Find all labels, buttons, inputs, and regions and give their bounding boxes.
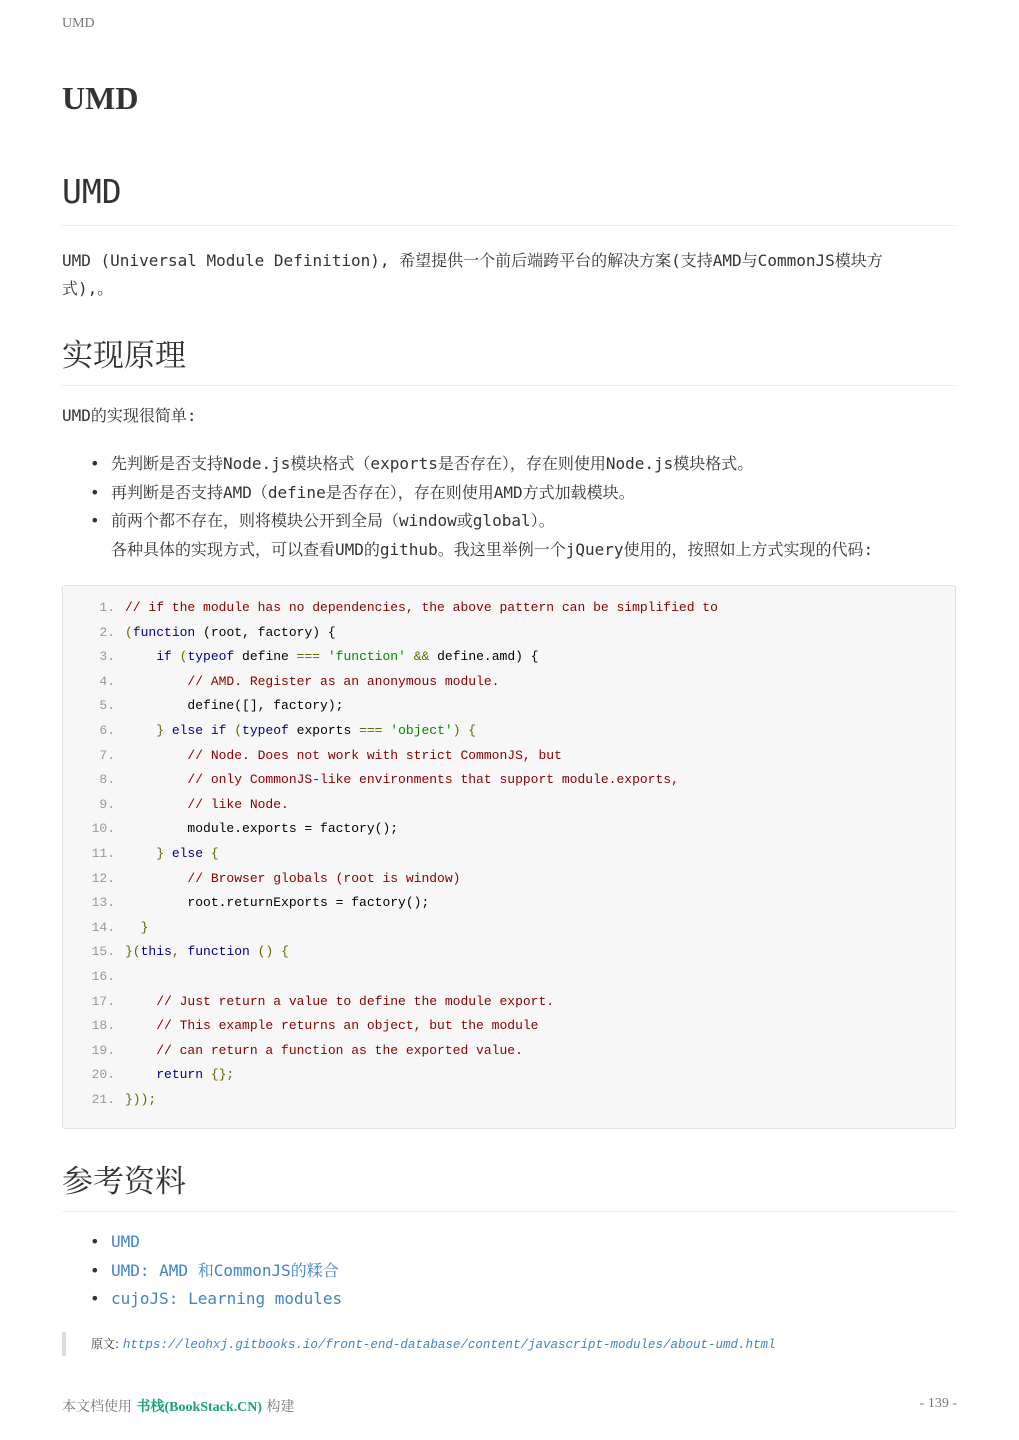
code-punct: {}; <box>203 1067 235 1083</box>
line-number: 6. <box>99 723 115 738</box>
implementation-lead: UMD的实现很简单: <box>62 406 197 425</box>
code-keyword: return <box>156 1067 204 1083</box>
section-heading-implementation: 实现原理 <box>62 330 956 386</box>
line-number: 12. <box>91 870 115 886</box>
code-line <box>63 672 499 692</box>
code-block <box>62 585 956 1129</box>
list-item <box>62 479 956 508</box>
code-line <box>63 598 718 618</box>
code-line <box>63 770 679 790</box>
code-keyword: if <box>203 723 227 738</box>
reference-list <box>62 1228 342 1314</box>
running-header: UMD <box>62 16 95 31</box>
code-line <box>63 746 562 766</box>
code-keyword: typeof <box>242 723 289 738</box>
implementation-list <box>62 450 956 564</box>
code-line <box>63 1016 538 1036</box>
code-line <box>63 942 289 962</box>
code-line <box>63 992 554 1012</box>
code-line <box>63 795 289 815</box>
line-number: 19. <box>91 1042 115 1058</box>
code-string: 'object' <box>382 723 453 738</box>
code-text: (root, factory) { <box>195 624 336 640</box>
list-continuation-text: 各种具体的实现方式，可以查看UMD的github。我这里举例一个jQuery使用的，按照如上方式实现的代码: <box>111 539 874 559</box>
line-number: 17. <box>91 993 115 1009</box>
list-item <box>62 1228 342 1257</box>
code-comment: // AMD. Register as an anonymous module. <box>125 673 500 689</box>
code-line <box>63 967 125 987</box>
footer-credit <box>62 1396 295 1416</box>
list-item-text: 前两个都不存在，则将模块公开到全局（window或global）。 <box>111 511 555 530</box>
section-heading-references: 参考资料 <box>62 1156 956 1212</box>
code-comment: // Node. Does not work with strict CommonJS, but <box>125 747 562 763</box>
code-indent <box>125 649 156 664</box>
reference-link-umd[interactable]: UMD <box>111 1232 140 1251</box>
line-number: 14. <box>91 919 115 935</box>
code-text: define.amd) { <box>429 649 539 665</box>
line-number: 10. <box>91 821 115 837</box>
intro-line-2: 式),。 <box>62 279 114 298</box>
code-text: exports <box>288 723 360 738</box>
code-line <box>63 1090 156 1110</box>
source-label: 原文: <box>91 1337 120 1351</box>
code-punct: } <box>125 846 172 861</box>
code-text: define([], factory); <box>125 698 344 714</box>
code-keyword: typeof <box>187 649 235 665</box>
code-comment: // Browser globals (root is window) <box>125 870 461 886</box>
line-number: 2. <box>99 624 115 640</box>
code-line <box>63 647 539 667</box>
list-item <box>62 1285 342 1314</box>
code-indent <box>125 1067 156 1082</box>
footer-prefix: 本文档使用 <box>62 1399 132 1415</box>
line-number: 13. <box>91 895 115 911</box>
code-punct: ( <box>171 649 188 665</box>
line-number: 9. <box>99 796 115 812</box>
list-item <box>62 507 956 564</box>
code-line <box>63 623 336 643</box>
code-text: module.exports = factory(); <box>125 821 399 837</box>
line-number: 7. <box>99 747 115 763</box>
code-keyword: else <box>171 846 204 861</box>
code-line <box>63 696 343 716</box>
code-text: define <box>234 649 297 665</box>
code-punct: }( <box>125 944 141 960</box>
document-title: UMD <box>62 80 139 116</box>
code-comment: // can return a function as the exported value. <box>125 1042 523 1058</box>
code-punct: })); <box>125 1092 157 1107</box>
list-item-text: 先判断是否支持Node.js模块格式（exports是否存在），存在则使用Node.js模块格式。 <box>111 454 754 473</box>
code-line <box>63 918 148 938</box>
line-number: 15. <box>91 944 115 960</box>
line-number: 8. <box>99 772 115 788</box>
source-url-link[interactable]: https://leohxj.gitbooks.io/front-end-database/content/javascript-modules/about-umd.html <box>122 1338 776 1352</box>
code-line <box>63 893 429 913</box>
section-heading-umd: UMD <box>62 172 956 226</box>
code-punct: ) { <box>452 723 477 738</box>
code-line <box>63 844 219 864</box>
list-item-text: 再判断是否支持AMD（define是否存在），存在则使用AMD方式加载模块。 <box>111 482 635 502</box>
line-number: 4. <box>99 673 115 689</box>
code-string: 'function' <box>320 649 406 665</box>
code-punct: { <box>203 846 219 861</box>
code-line <box>63 1065 234 1085</box>
page-number: - 139 - <box>919 1396 957 1411</box>
line-number: 11. <box>91 846 115 861</box>
code-comment: // like Node. <box>125 796 289 812</box>
code-punct: === <box>296 649 321 665</box>
code-line <box>63 721 476 741</box>
line-number: 21. <box>91 1092 115 1107</box>
reference-link-umd-amd-commonjs[interactable]: UMD: AMD 和CommonJS的糅合 <box>111 1260 339 1280</box>
code-punct: ( <box>226 723 243 738</box>
code-punct: } <box>125 919 149 935</box>
list-item <box>62 450 956 479</box>
code-comment: // Just return a value to define the module export. <box>125 993 555 1009</box>
line-number: 5. <box>99 698 115 714</box>
reference-link-cujojs[interactable]: cujoJS: Learning modules <box>111 1289 343 1308</box>
intro-line-1: UMD (Universal Module Definition), 希望提供一个前后端跨平台的解决方案(支持AMD与CommonJS模块方 <box>62 251 883 270</box>
code-comment: // This example returns an object, but the module <box>125 1018 539 1034</box>
code-punct: , <box>171 944 188 960</box>
code-line <box>63 1041 523 1061</box>
footer-suffix: 构建 <box>266 1399 295 1415</box>
intro-paragraph <box>62 247 956 303</box>
code-comment: // only CommonJS-like environments that support module.exports, <box>125 772 679 788</box>
line-number: 1. <box>99 600 115 615</box>
line-number: 16. <box>91 969 115 984</box>
footer-brand-link[interactable]: 书栈(BookStack.CN) <box>136 1400 263 1415</box>
code-punct: ( <box>125 624 133 640</box>
code-punct: && <box>405 649 430 665</box>
code-comment: // if the module has no dependencies, the above pattern can be simplified to <box>125 600 718 615</box>
line-number: 20. <box>91 1067 115 1083</box>
code-keyword: this <box>140 944 172 960</box>
line-number: 3. <box>99 649 115 665</box>
code-keyword: if <box>156 649 172 665</box>
code-keyword: function <box>132 624 196 640</box>
source-blockquote <box>62 1332 985 1356</box>
code-text: root.returnExports = factory(); <box>125 895 430 911</box>
code-line <box>63 869 460 889</box>
code-punct: === <box>359 723 383 738</box>
code-punct: () { <box>249 944 289 960</box>
code-keyword: function <box>187 944 250 960</box>
code-line <box>63 819 398 839</box>
list-item <box>62 1257 342 1286</box>
code-punct: } <box>125 723 172 738</box>
line-number: 18. <box>91 1018 115 1034</box>
code-keyword: else <box>171 723 204 738</box>
